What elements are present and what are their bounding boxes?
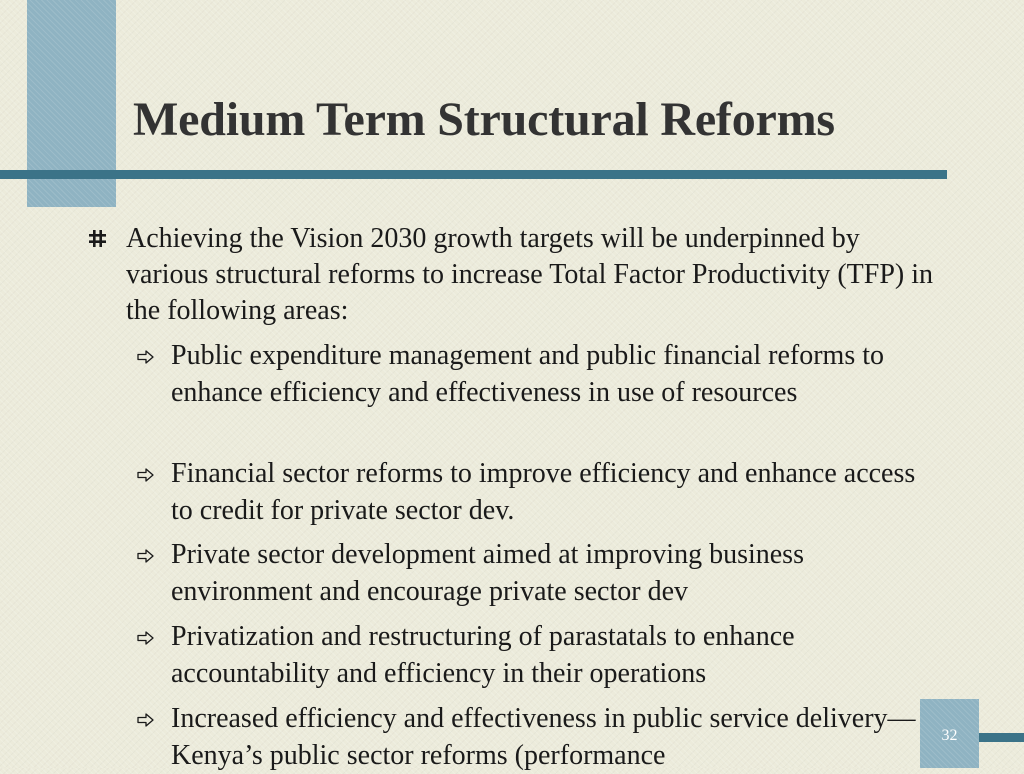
outline-arrow-icon bbox=[137, 549, 154, 563]
sub-bullet-item: Private sector development aimed at improving business environment and encourage private sector dev bbox=[171, 539, 804, 607]
slide-number: 32 bbox=[941, 727, 958, 744]
main-bullet-text: Achieving the Vision 2030 growth targets will be underpinned by various structural reforms to increase Total Factor Productivity (TFP) in the following areas: bbox=[126, 223, 934, 326]
outline-arrow-icon bbox=[137, 713, 154, 727]
outline-arrow-icon bbox=[137, 468, 154, 482]
footer-rule bbox=[979, 733, 1024, 742]
hash-bullet-icon bbox=[89, 230, 106, 247]
outline-arrow-icon bbox=[137, 350, 154, 364]
sub-bullet-item: Public expenditure management and public financial reforms to enhance efficiency and effectiveness in use of resources bbox=[171, 340, 884, 408]
title-underline-rule bbox=[0, 170, 947, 179]
sub-bullet-item: Financial sector reforms to improve efficiency and enhance access to credit for private sector dev. bbox=[171, 458, 916, 526]
slide-title: Medium Term Structural Reforms bbox=[133, 93, 835, 146]
sub-bullet-item: Increased efficiency and effectiveness in public service delivery—Kenya’s public sector reforms (performance bbox=[171, 703, 916, 771]
outline-arrow-icon bbox=[137, 631, 154, 645]
sub-bullet-item: Privatization and restructuring of parastatals to enhance accountability and efficiency in their operations bbox=[171, 621, 795, 689]
